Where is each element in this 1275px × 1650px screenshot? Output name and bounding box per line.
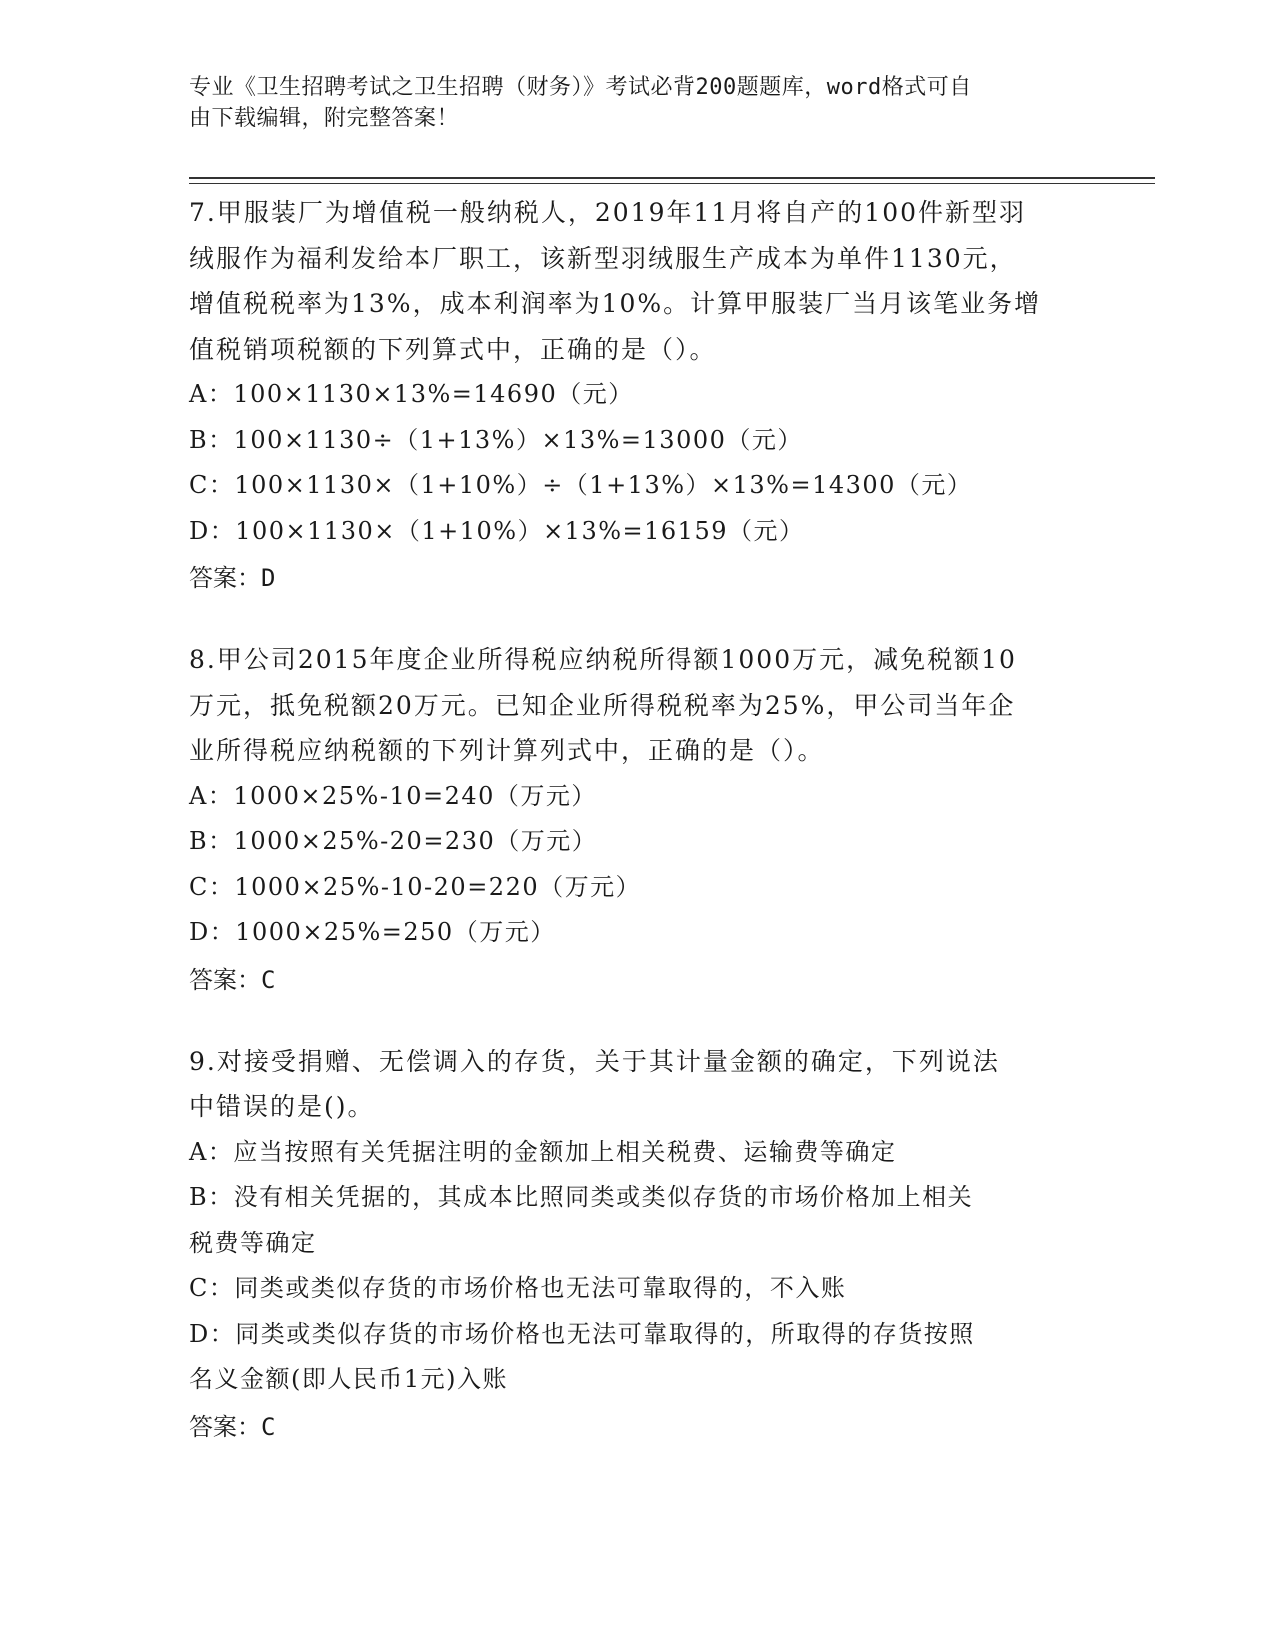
header-divider-thin (189, 183, 1155, 184)
stem-line: 业所得税应纳税额的下列计算列式中，正确的是（）。 (189, 736, 825, 765)
stem-line: 值税销项税额的下列算式中，正确的是（）。 (189, 334, 717, 364)
option-d: D：1000×25%=250（万元） (189, 918, 556, 946)
option-line: D：同类或类似存货的市场价格也无法可靠取得的，所取得的存货按照 (189, 1319, 975, 1348)
option-a: A：100×1130×13%=14690（元） (189, 380, 634, 408)
stem-line: 8.甲公司2015年度企业所得税应纳税所得额1000万元，减免税额10 (189, 645, 1017, 674)
stem-line: 万元，抵免税额20万元。已知企业所得税税率为25%，甲公司当年企 (189, 690, 1016, 720)
answer: 答案：D (189, 564, 276, 592)
question-stem (189, 1039, 1089, 1130)
question-7 (189, 190, 1089, 602)
stem-line: 绒服作为福利发给本厂职工，该新型羽绒服生产成本为单件1130元， (189, 243, 1017, 273)
option-a: A：1000×25%-10=240（万元） (189, 781, 597, 810)
option-a: A：应当按照有关凭据注明的金额加上相关税费、运输费等确定 (189, 1137, 897, 1166)
option-line: B：没有相关凭据的，其成本比照同类或类似存货的市场价格加上相关 (189, 1183, 974, 1211)
question-stem (189, 637, 1089, 774)
option-line: 名义金额(即人民币1元)入账 (189, 1365, 508, 1393)
header-line: 专业《卫生招聘考试之卫生招聘（财务）》考试必背200题题库，word格式可自 (189, 75, 972, 100)
option-d (189, 1312, 1089, 1403)
stem-line: 增值税税率为13%，成本利润率为10%。计算甲服装厂当月该笔业务增 (189, 289, 1042, 318)
question-list (189, 190, 1089, 1486)
option-c: C：100×1130×（1+10%）÷（1+13%）×13%=14300（元） (189, 471, 973, 499)
option-b: B：100×1130÷（1+13%）×13%=13000（元） (189, 425, 803, 454)
stem-line: 7.甲服装厂为增值税一般纳税人，2019年11月将自产的100件新型羽 (189, 198, 1027, 227)
header-line: 由下载编辑，附完整答案！ (189, 106, 460, 131)
option-line: 税费等确定 (189, 1228, 317, 1257)
answer: 答案：C (189, 1412, 276, 1441)
header-divider (189, 177, 1155, 179)
option-d: D：100×1130×（1+10%）×13%=16159（元） (189, 516, 805, 545)
question-stem (189, 190, 1089, 372)
question-9 (189, 1039, 1089, 1451)
document-header (189, 72, 1069, 134)
answer: 答案：C (189, 965, 276, 994)
option-b: B：1000×25%-20=230（万元） (189, 827, 598, 855)
option-c: C：同类或类似存货的市场价格也无法可靠取得的，不入账 (189, 1274, 847, 1302)
question-8 (189, 637, 1089, 1004)
option-b (189, 1175, 1089, 1266)
option-c: C：1000×25%-10-20=220（万元） (189, 872, 642, 901)
stem-line: 中错误的是()。 (189, 1092, 375, 1121)
stem-line: 9.对接受捐赠、无偿调入的存货，关于其计量金额的确定，下列说法 (189, 1046, 1000, 1076)
